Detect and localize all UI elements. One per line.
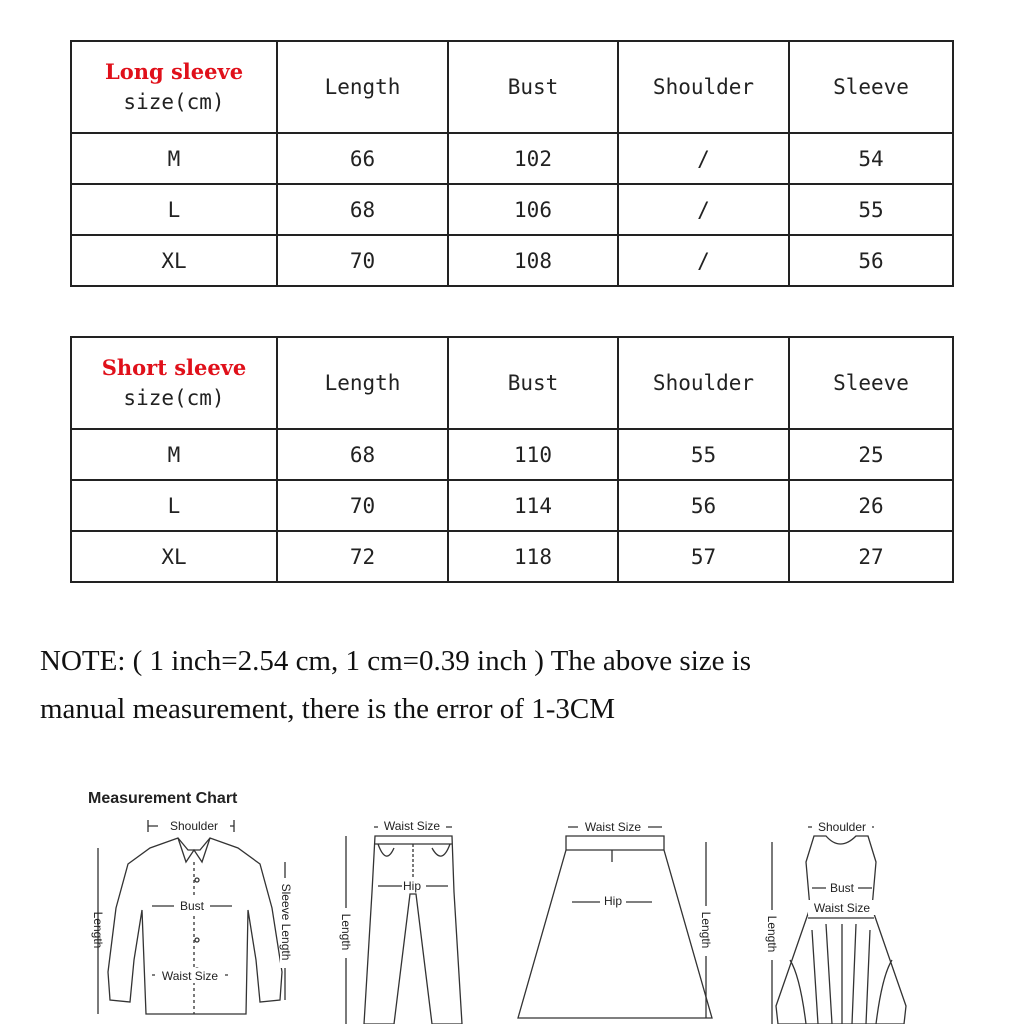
- note-line-2: manual measurement, there is the error of 1-3CM: [40, 693, 615, 725]
- measurement-diagrams: [0, 800, 1024, 1024]
- skirt-length-label: Length: [699, 911, 713, 949]
- note-line-1: NOTE: ( 1 inch=2.54 cm, 1 cm=0.39 inch ) The above size is: [40, 645, 752, 677]
- size-table-short-sleeve: [70, 336, 954, 583]
- length-cell: 66: [277, 133, 448, 184]
- dress-pleats: [790, 924, 892, 1024]
- dress-outline-icon: [776, 836, 906, 1024]
- skirt-outline-icon: [518, 836, 712, 1018]
- bust-cell: 106: [448, 184, 618, 235]
- column-header-bust: Bust: [448, 41, 618, 133]
- sleeve-cell: 55: [789, 184, 953, 235]
- dress-diagram: [764, 819, 906, 1024]
- dress-waist-label: Waist Size: [813, 901, 871, 915]
- shirt-sleeve-label: Sleeve Length: [279, 883, 293, 961]
- sleeve-cell: 56: [789, 235, 953, 286]
- table-title: Long sleeve: [104, 59, 244, 84]
- size-cell: M: [71, 429, 277, 480]
- bust-cell: 110: [448, 429, 618, 480]
- table-unit: size(cm): [123, 90, 225, 114]
- column-header-bust: Bust: [448, 337, 618, 429]
- skirt-hip-label: Hip: [603, 894, 623, 908]
- column-header-length: Length: [277, 41, 448, 133]
- bust-cell: 102: [448, 133, 618, 184]
- shirt-button-icon: [195, 878, 199, 882]
- sleeve-cell: 27: [789, 531, 953, 582]
- size-table-long-sleeve: [70, 40, 954, 287]
- bust-cell: 118: [448, 531, 618, 582]
- table-row: [71, 133, 953, 184]
- pants-waist-label: Waist Size: [383, 819, 441, 833]
- column-header-shoulder: Shoulder: [618, 337, 789, 429]
- length-cell: 70: [277, 480, 448, 531]
- table-row: [71, 480, 953, 531]
- sleeve-cell: 54: [789, 133, 953, 184]
- table-header-row: [71, 41, 953, 133]
- table-row: [71, 184, 953, 235]
- shirt-diagram: [91, 818, 293, 1014]
- size-cell: L: [71, 480, 277, 531]
- pants-diagram: [338, 819, 462, 1024]
- dress-shoulder-label: Shoulder: [817, 820, 867, 834]
- table-row: [71, 235, 953, 286]
- table-header-row: [71, 337, 953, 429]
- shirt-length-label: Length: [91, 911, 105, 949]
- skirt-waist-label: Waist Size: [584, 820, 642, 834]
- bust-cell: 114: [448, 480, 618, 531]
- column-header-length: Length: [277, 337, 448, 429]
- dress-length-label: Length: [765, 915, 779, 953]
- pocket-icon: [432, 844, 450, 856]
- bust-cell: 108: [448, 235, 618, 286]
- measurement-chart-title: Measurement Chart: [88, 790, 238, 807]
- column-header-sleeve: Sleeve: [789, 41, 953, 133]
- pocket-icon: [378, 844, 394, 856]
- shirt-waist-label: Waist Size: [161, 969, 219, 983]
- sleeve-cell: 25: [789, 429, 953, 480]
- table-title-cell: [71, 337, 277, 429]
- shirt-shoulder-label: Shoulder: [169, 819, 219, 833]
- table-row: [71, 531, 953, 582]
- length-cell: 68: [277, 184, 448, 235]
- dress-bust-label: Bust: [829, 881, 855, 895]
- shirt-outline-icon: [108, 838, 282, 1014]
- shoulder-cell: /: [618, 235, 789, 286]
- size-cell: XL: [71, 235, 277, 286]
- size-cell: M: [71, 133, 277, 184]
- shoulder-cell: /: [618, 184, 789, 235]
- pants-hip-label: Hip: [402, 879, 422, 893]
- skirt-diagram: [518, 819, 714, 1018]
- shoulder-cell: 55: [618, 429, 789, 480]
- size-cell: L: [71, 184, 277, 235]
- table-title: Short sleeve: [101, 355, 247, 380]
- table-title-cell: [71, 41, 277, 133]
- shoulder-cell: 56: [618, 480, 789, 531]
- shirt-collar-icon: [178, 838, 210, 862]
- length-cell: 68: [277, 429, 448, 480]
- length-cell: 70: [277, 235, 448, 286]
- pants-length-label: Length: [339, 913, 353, 951]
- sleeve-cell: 26: [789, 480, 953, 531]
- column-header-sleeve: Sleeve: [789, 337, 953, 429]
- shirt-bust-label: Bust: [179, 899, 205, 913]
- column-header-shoulder: Shoulder: [618, 41, 789, 133]
- shirt-button-icon: [195, 938, 199, 942]
- size-cell: XL: [71, 531, 277, 582]
- length-cell: 72: [277, 531, 448, 582]
- shoulder-cell: /: [618, 133, 789, 184]
- table-row: [71, 429, 953, 480]
- shoulder-cell: 57: [618, 531, 789, 582]
- table-unit: size(cm): [123, 386, 225, 410]
- size-note: [40, 637, 1000, 733]
